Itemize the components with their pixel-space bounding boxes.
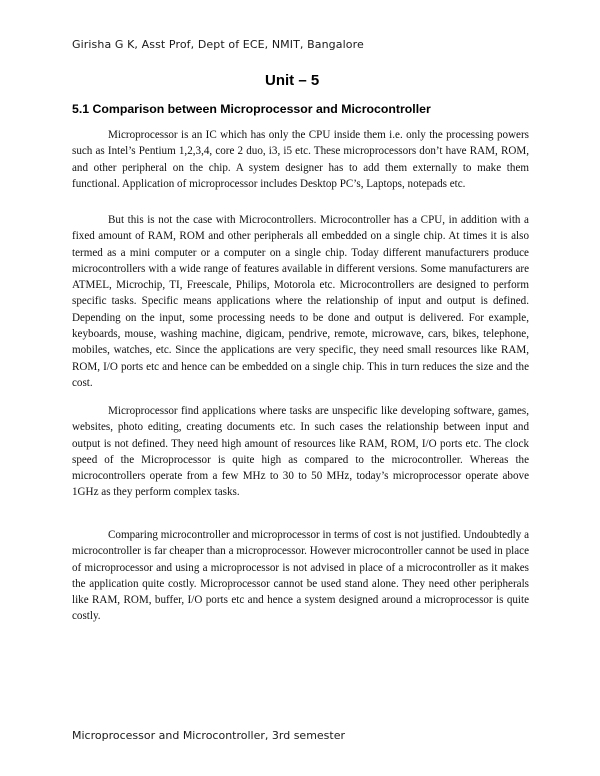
paragraph-2: But this is not the case with Microcontrollers. Microcontroller has a CPU, in addition with a fixed amount of RAM, ROM and other peripherals all embedded on a single chip. At times it is also termed as a mini computer or a computer on a single chip. Today different manufacturers produce microcontrollers with a wide range of features available in different versions. Some manufacturers are ATMEL, Microchip, TI, Freescale, Philips, Motorola etc. Microcontrollers are designed to perform specific tasks. Specific means applications where the relationship of input and output is defined. Depending on the input, some processing needs to be done and output is delivered. For example, keyboards, mouse, washing machine, digicam, pendrive, remote, microwave, cars, bikes, telephone, mobiles, watches, etc. Since the applications are very specific, they need small resources like RAM, ROM, I/O ports etc and hence can be embedded on a single chip. This in turn reduces the size and the cost. [72, 214, 529, 389]
section-title: 5.1 Comparison between Microprocessor and Microcontroller [72, 102, 431, 116]
paragraph-3: Microprocessor find applications where tasks are unspecific like developing software, games, websites, photo editing, creating documents etc. In such cases the relationship between input and output is not defined. They need high amount of resources like RAM, ROM, I/O ports etc. The clock speed of the Microprocessor is quite high as compared to the microcontroller. Whereas the microcontrollers operate from a few MHz to 30 to 50 MHz, today’s microprocessor operate above 1GHz as they perform complex tasks. [72, 405, 529, 499]
page-header: Girisha G K, Asst Prof, Dept of ECE, NMIT, Bangalore [72, 38, 364, 51]
paragraph-1: Microprocessor is an IC which has only the CPU inside them i.e. only the processing powers such as Intel’s Pentium 1,2,3,4, core 2 duo, i3, i5 etc. These microprocessors don’t have RAM, ROM, and other peripheral on the chip. A system designer has to add them externally to make them functional. Application of microprocessor includes Desktop PC’s, Laptops, notepads etc. [72, 129, 529, 190]
paragraph-4: Comparing microcontroller and microprocessor in terms of cost is not justified. Undoubtedly a microcontroller is far cheaper than a microprocessor. However microcontroller cannot be used in place of microprocessor and using a microprocessor is not advised in place of a microcontroller as it makes the application quite costly. Microprocessor cannot be used stand alone. They need other peripherals like RAM, ROM, buffer, I/O ports etc and hence a system designed around a microprocessor is quite costly. [72, 529, 529, 623]
unit-title: Unit – 5 [265, 72, 320, 89]
page-footer: Microprocessor and Microcontroller, 3rd semester [72, 729, 346, 742]
